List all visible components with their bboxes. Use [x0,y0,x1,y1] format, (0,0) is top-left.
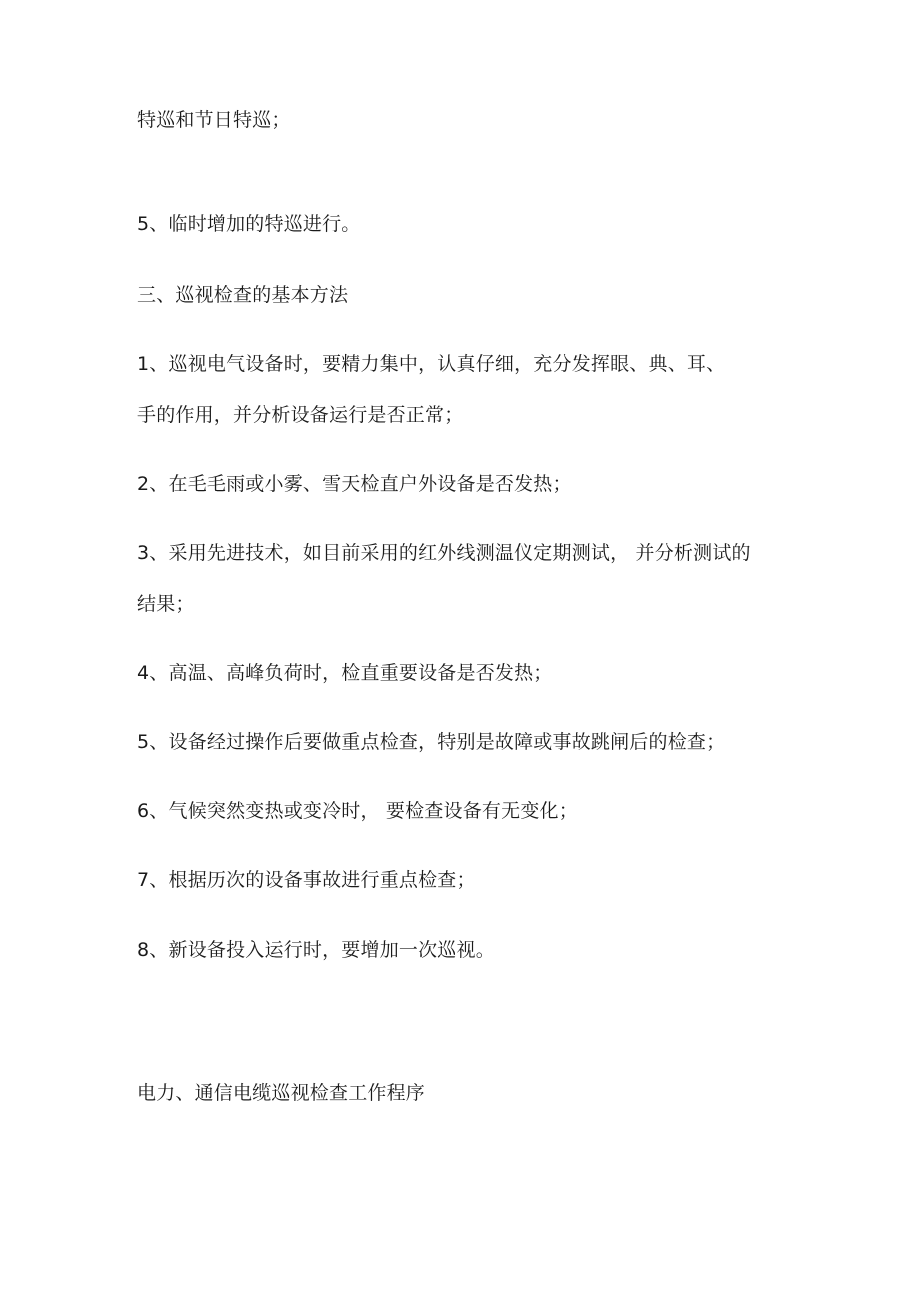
text-line-item-1-cont: 手的作用，并分析设备运行是否正常； [137,404,464,426]
text-line-item-3-cont: 结果； [137,593,195,615]
text-line-special-patrol: 特巡和节日特巡； [137,109,291,131]
text-line-item-5: 5、设备经过操作后要做重点检查，特别是故障或事故跳闸后的检查； [137,731,726,753]
text-line-item-2: 2、在毛毛雨或小雾、雪天检直户外设备是否发热； [137,473,572,495]
text-line-item-4: 4、高温、高峰负荷时，检直重要设备是否发热； [137,662,553,684]
text-line-item-3: 3、采用先进技术，如目前采用的红外线测温仪定期测试， 并分析测试的 [137,542,751,564]
text-line-item-1: 1、巡视电气设备时，要精力集中，认真仔细，充分发挥眼、典、耳、 [137,353,726,375]
section-heading-basic-methods: 三、巡视检查的基本方法 [137,284,349,306]
section-heading-cable-inspection: 电力、通信电缆巡视检查工作程序 [137,1082,426,1104]
text-line-item-6: 6、气候突然变热或变冷时， 要检查设备有无变化； [137,800,578,822]
text-line-item-5-temporary: 5、临时增加的特巡进行。 [137,213,361,235]
text-line-item-7: 7、根据历次的设备事故进行重点检查； [137,869,476,891]
text-line-item-8: 8、新设备投入运行时，要增加一次巡视。 [137,939,495,961]
